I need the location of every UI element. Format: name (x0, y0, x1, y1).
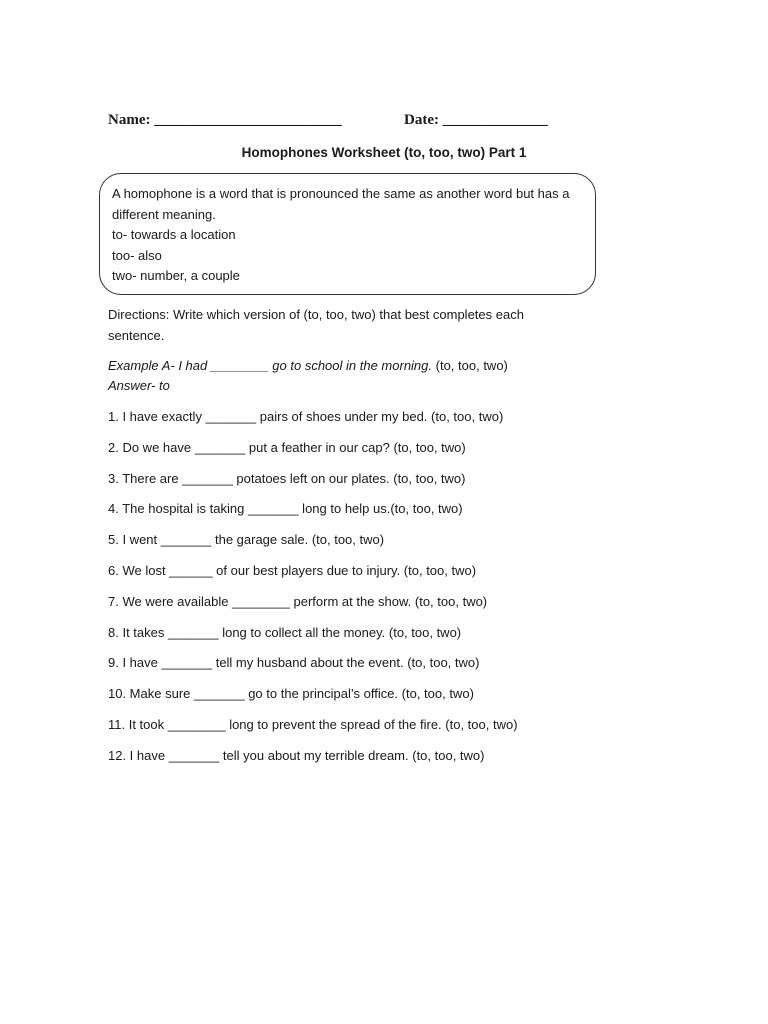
question-item: 3. There are _______ potatoes left on our plates. (to, too, two) (108, 470, 466, 486)
question-list (108, 408, 518, 778)
example-block (108, 356, 508, 395)
date-field-label: Date: ______________ (404, 112, 548, 128)
question-item: 7. We were available ________ perform at the show. (to, too, two) (108, 593, 488, 609)
name-field-label: Name: _________________________ (108, 112, 342, 128)
definition-too: too- also (112, 247, 162, 263)
worksheet-title: Homophones Worksheet (to, too, two) Part 1 (241, 145, 527, 160)
definition-box (99, 173, 596, 295)
question-item: 12. I have _______ tell you about my terrible dream. (to, too, two) (108, 747, 485, 763)
homophone-definition: A homophone is a word that is pronounced the same as another word but has a different meaning. (112, 186, 570, 222)
definition-two: two- number, a couple (112, 268, 240, 283)
question-item: 10. Make sure _______ go to the principal’s office. (to, too, two) (108, 686, 474, 702)
example-options: (to, too, two) (432, 358, 508, 373)
question-item: 2. Do we have _______ put a feather in our cap? (to, too, two) (108, 439, 466, 455)
question-item: 6. We lost ______ of our best players due to injury. (to, too, two) (108, 562, 477, 578)
question-item: 8. It takes _______ long to collect all the money. (to, too, two) (108, 624, 462, 640)
example-sentence (108, 356, 508, 376)
example-answer: Answer- to (108, 377, 170, 393)
directions-text: Directions: Write which version of (to, too, two) that best completes each sentence. (108, 307, 524, 343)
example-prompt: Example A- I had ________ go to school in the morning. (108, 358, 433, 373)
question-item: 5. I went _______ the garage sale. (to, too, two) (108, 532, 385, 548)
question-item: 9. I have _______ tell my husband about the event. (to, too, two) (108, 655, 480, 671)
question-item: 11. It took ________ long to prevent the spread of the fire. (to, too, two) (108, 716, 518, 732)
definition-to: to- towards a location (112, 227, 236, 242)
question-item: 4. The hospital is taking _______ long to help us.(to, too, two) (108, 501, 463, 517)
question-item: 1. I have exactly _______ pairs of shoes under my bed. (to, too, two) (108, 409, 504, 424)
